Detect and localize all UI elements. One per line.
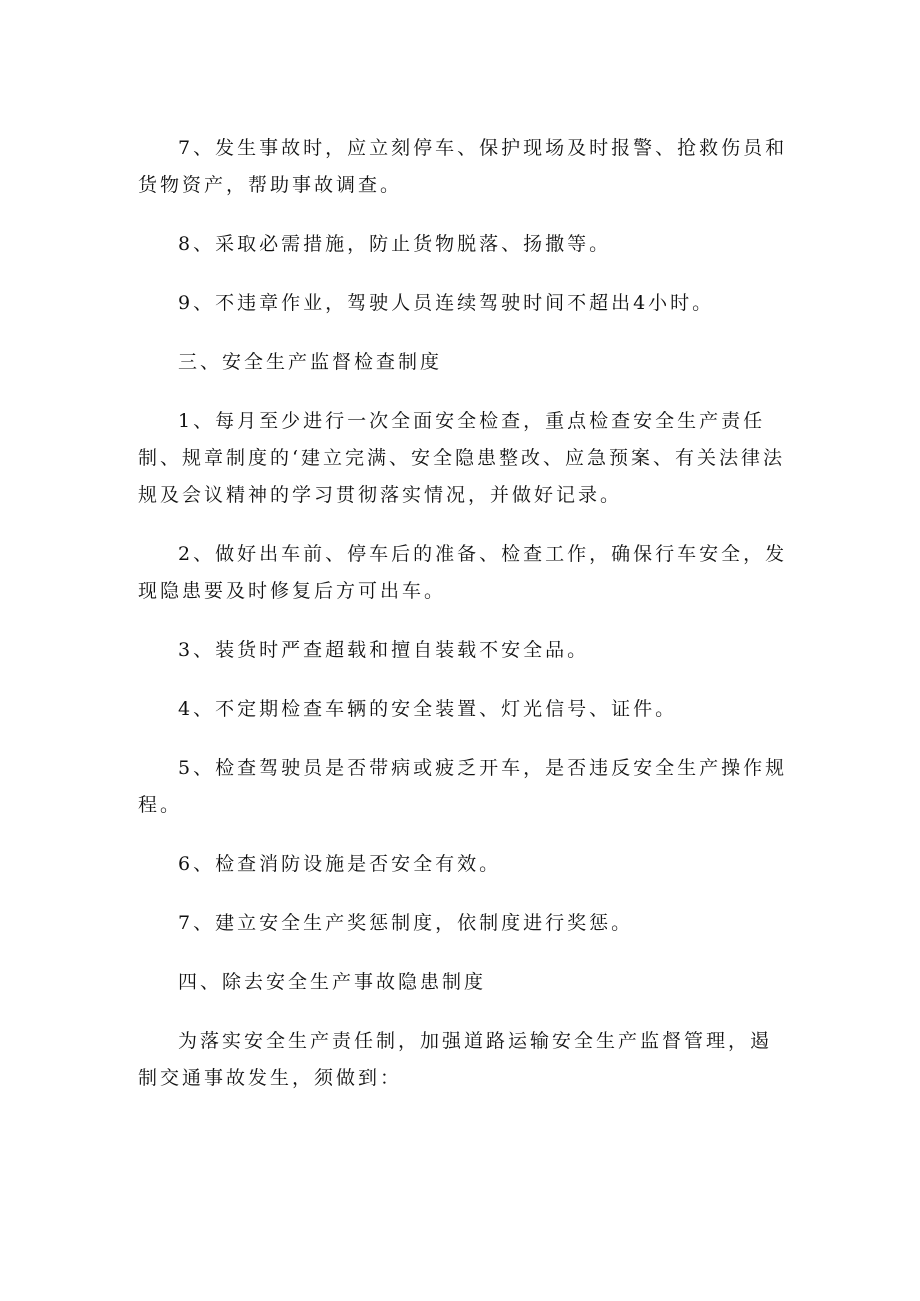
paragraph-overload-check: 3、装货时严查超载和擅自装载不安全品。 xyxy=(178,639,590,661)
paragraph-driving-hours: 9、不违章作业，驾驶人员连续驾驶时间不超出4小时。 xyxy=(178,292,715,314)
paragraph-driver-check: 5、检查驾驶员是否带病或疲乏开车，是否违反安全生产操作规程。 xyxy=(138,757,788,816)
paragraph-vehicle-check: 4、不定期检查车辆的安全装置、灯光信号、证件。 xyxy=(178,698,678,720)
document-body xyxy=(138,130,788,1097)
section-heading-hazard-removal: 四、除去安全生产事故隐患制度 xyxy=(178,971,487,993)
paragraph-hazard-intro: 为落实安全生产责任制，加强道路运输安全生产监督管理，遏制交通事故发生，须做到： xyxy=(138,1030,773,1089)
paragraph-accident-response: 7、发生事故时，应立刻停车、保护现场及时报警、抢救伤员和货物资产，帮助事故调查。 xyxy=(138,137,788,196)
section-heading-inspection: 三、安全生产监督检查制度 xyxy=(178,351,443,373)
paragraph-fire-safety: 6、检查消防设施是否安全有效。 xyxy=(178,853,502,875)
paragraph-rewards-penalties: 7、建立安全生产奖惩制度，依制度进行奖惩。 xyxy=(178,912,634,934)
paragraph-prevent-cargo-loss: 8、采取必需措施，防止货物脱落、扬撒等。 xyxy=(178,233,612,255)
paragraph-monthly-inspection: 1、每月至少进行一次全面安全检查，重点检查安全生产责任制、规章制度的‘建立完满、安全隐患整改、应急预案、有关法律法规及会议精神的学习贯彻落实情况，并做好记录。 xyxy=(138,410,786,506)
paragraph-pre-trip-check: 2、做好出车前、停车后的准备、检查工作，确保行车安全，发现隐患要及时修复后方可出车。 xyxy=(138,543,788,602)
